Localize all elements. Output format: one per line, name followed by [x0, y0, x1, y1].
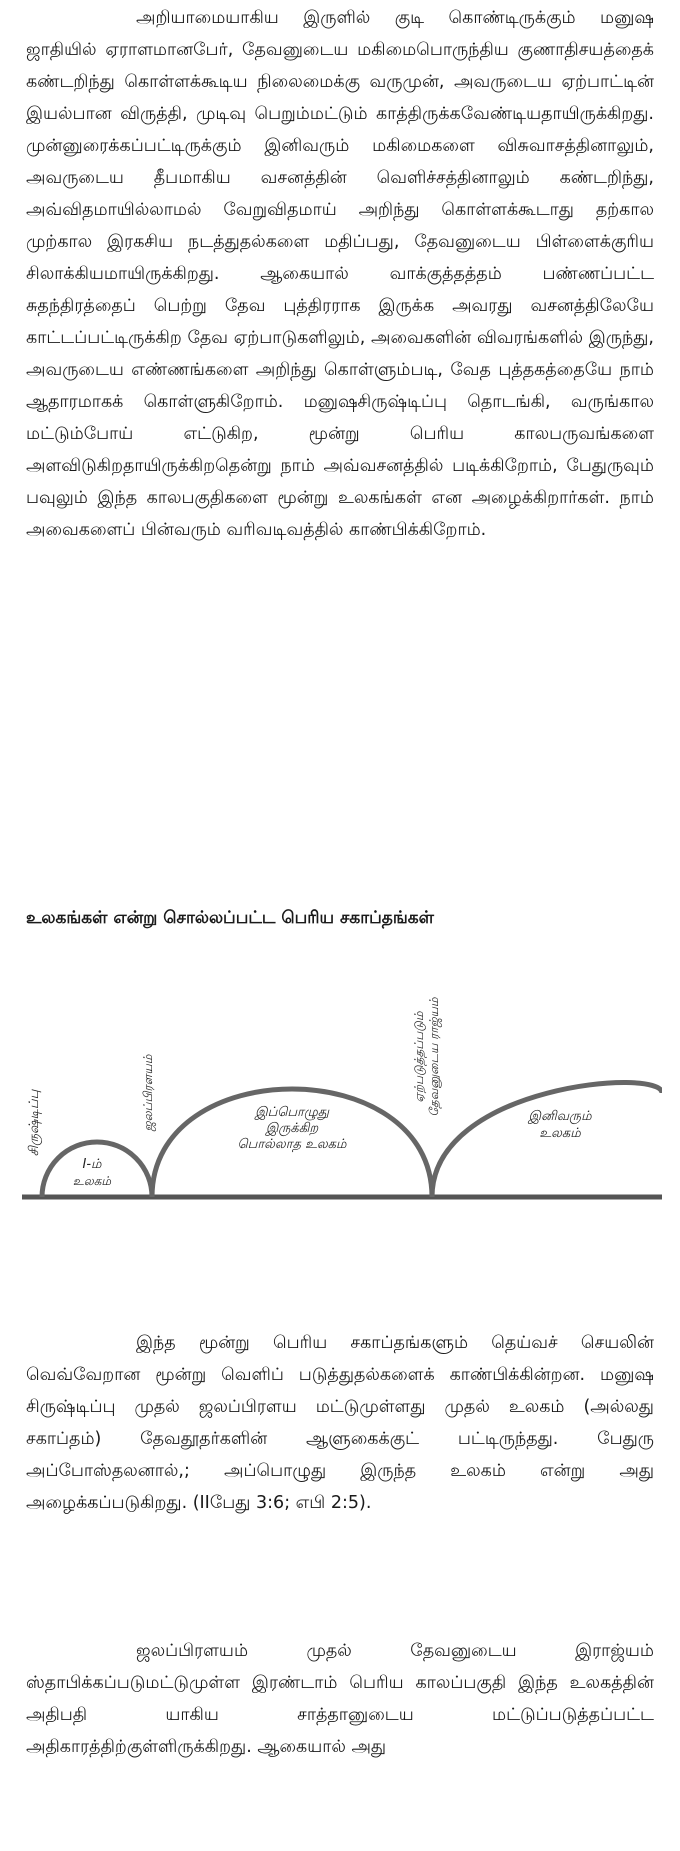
label-kingdom-line2: தேவனுடைய ராஜ்யம்	[427, 997, 441, 1117]
world2-label-line3: பொல்லாத உலகம்	[237, 1137, 347, 1152]
paragraph-second-age	[26, 1635, 654, 1763]
world1-label-line1: I-ம்	[82, 1157, 102, 1172]
world2-label-line1: இப்பொழுது	[254, 1105, 330, 1120]
world2-label-line2: இருக்கிற	[265, 1121, 319, 1136]
paragraph-three-ages-text: இந்த மூன்று பெரிய சகாப்தங்களும் தெய்வச் செயலின் வெவ்வேறான மூன்று வெளிப் படுத்துதல்களைக் காண்பிக்கின்றன. மனுஷ சிருஷ்டிப்பு முதல் ஜலப்பிரளய மட்டுமுள்ளது முதல் உலகம் (அல்லது சகாப்தம்) தேவதூதர்களின் ஆளுகைக்குட் பட்டிருந்தது. பேதுரு அப்போஸ்தலனால்,; அப்பொழுது இருந்த உலகம் என்று அது அழைக்கப்படுகிறது. (IIபேது 3:6; எபி 2:5).	[26, 1333, 654, 1513]
paragraph-intro-text: அறியாமையாகிய இருளில் குடி கொண்டிருக்கும் மனுஷ ஜாதியில் ஏராளமானபேர், தேவனுடைய மகிமைபொருந்திய குணாதிசயத்தைக் கண்டறிந்து கொள்ளக்கூடிய நிலைமைக்கு வருமுன், அவருடைய ஏற்பாட்டின் இயல்பான விருத்தி, முடிவு பெறும்மட்டும் காத்திருக்கவேண்டியதாயிருக்கிறது. முன்னுரைக்கப்பட்டிருக்கும் இனிவரும் மகிமைகளை விசுவாசத்தினாலும், அவருடைய தீபமாகிய வசனத்தின் வெளிச்சத்தினாலும் கண்டறிந்து, அவ்விதமாயில்லாமல் வேறுவிதமாய் அறிந்து கொள்ளக்கூடாது தற்கால முற்கால இரகசிய நடத்துதல்களை மதிப்பது, தேவனுடைய பிள்ளைக்குரிய சிலாக்கியமாயிருக்கிறது. ஆகையால் வாக்குத்தத்தம் பண்ணப்பட்ட சுதந்திரத்தைப் பெற்று தேவ புத்திரராக இருக்க அவரது வசனத்திலேயே காட்டப்பட்டிருக்கிற தேவ ஏற்பாடுகளிலும், அவைகளின் விவரங்களில் இருந்து, அவருடைய எண்ணங்களை அறிந்து கொள்ளும்படி, வேத புத்தகத்தையே நாம் ஆதாரமாகக் கொள்ளுகிறோம். மனுஷசிருஷ்டிப்பு தொடங்கி, வருங்கால மட்டும்போய் எட்டுகிற, மூன்று பெரிய காலபருவங்களை அளவிடுகிறதாயிருக்கிறதென்று நாம் அவ்வசனத்தில் படிக்கிறோம், பேதுருவும் பவுலும் இந்த காலபகுதிகளை மூன்று உலகங்கள் என அழைக்கிறார்கள். நாம் அவைகளைப் பின்வரும் வரிவடிவத்தில் காண்பிக்கிறோம்.	[26, 8, 654, 540]
paragraph-second-age-text: ஜலப்பிரளயம் முதல் தேவனுடைய இராஜ்யம் ஸ்தாபிக்கப்படுமட்டுமுள்ள இரண்டாம் பெரிய காலப்பகுதி இந்த உலகத்தின் அதிபதி யாகிய சாத்தானுடைய மட்டுப்படுத்தப்பட்ட அதிகாரத்திற்குள்ளிருக்கிறது. ஆகையால் அது	[26, 1641, 654, 1757]
world1-label-line2: உலகம்	[72, 1174, 112, 1188]
label-flood: ஜலப்பிரளயம்	[141, 1054, 155, 1132]
paragraph-three-ages	[26, 1327, 654, 1519]
ages-diagram	[22, 975, 662, 1275]
paragraph-intro	[26, 2, 654, 546]
section-heading: உலகங்கள் என்று சொல்லப்பட்ட பெரிய சகாப்தங்கள்	[26, 908, 434, 928]
label-kingdom-line1: ஏற்படுத்தப்படும்	[412, 1011, 426, 1103]
world3-label-line2: உலகம்	[539, 1126, 581, 1141]
label-creation: சிருஷ்டிப்பு	[27, 1089, 42, 1157]
world3-label-line1: இனிவரும்	[528, 1109, 592, 1124]
